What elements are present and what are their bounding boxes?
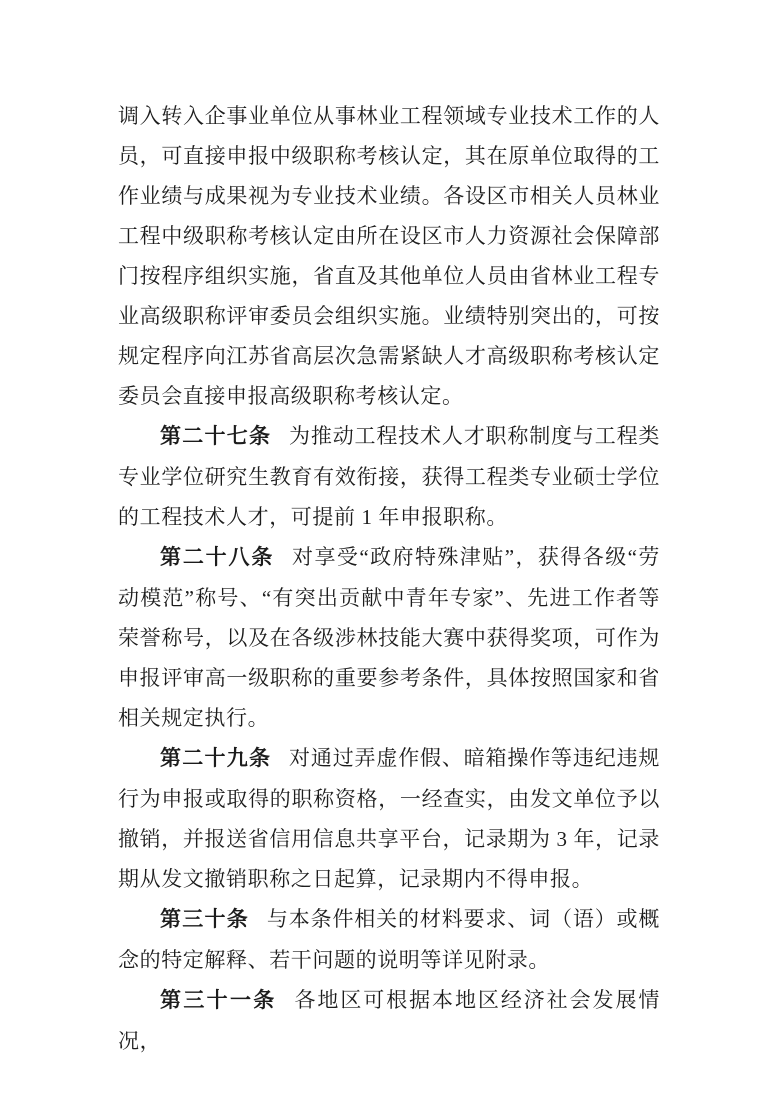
article-number: 第二十七条	[160, 425, 272, 448]
paragraph-article-30	[118, 899, 660, 980]
paragraph-article-27	[118, 416, 660, 537]
paragraph-text: 调入转入企事业单位从事林业工程领域专业技术工作的人员，可直接申报中级职称考核认定，其在原单位取得的工作业绩与成果视为专业技术业绩。各设区市相关人员林业工程中级职称考核认定由所在设区市人力资源社会保障部门按程序组织实施，省直及其他单位人员由省林业工程专业高级职称评审委员会组织实施。业绩特别突出的，可按规定程序向江苏省高层次急需紧缺人才高级职称考核认定委员会直接申报高级职称考核认定。	[118, 104, 660, 408]
article-number: 第三十条	[160, 908, 250, 931]
paragraph-text: 对享受“政府特殊津贴”，获得各级“劳动模范”称号、“有突出贡献中青年专家”、先进工作者等荣誉称号，以及在各级涉林技能大赛中获得奖项，可作为申报评审高一级职称的重要参考条件，具体按照国家和省相关规定执行。	[118, 545, 661, 730]
paragraph-article-31	[118, 980, 660, 1061]
article-number: 第二十八条	[160, 546, 275, 569]
paragraph-text: 各地区可根据本地区经济社会发展情况，	[118, 988, 660, 1053]
paragraph-text: 对通过弄虚作假、暗箱操作等违纪违规行为申报或取得的职称资格，一经查实，由发文单位予以撤销，并报送省信用信息共享平台，记录期为 3 年，记录期从发文撤销职称之日起算，记录期内不得申报。	[118, 746, 661, 891]
paragraph-text: 为推动工程技术人才职称制度与工程类专业学位研究生教育有效衔接，获得工程类专业硕士学位的工程技术人才，可提前 1 年申报职称。	[118, 424, 661, 529]
paragraph-text: 与本条件相关的材料要求、词（语）或概念的特定解释、若干问题的说明等详见附录。	[118, 907, 660, 972]
article-number: 第三十一条	[160, 989, 277, 1012]
paragraph-continuation	[118, 96, 660, 416]
paragraph-article-28	[118, 537, 660, 738]
paragraph-article-29	[118, 738, 660, 899]
article-number: 第二十九条	[160, 747, 272, 770]
